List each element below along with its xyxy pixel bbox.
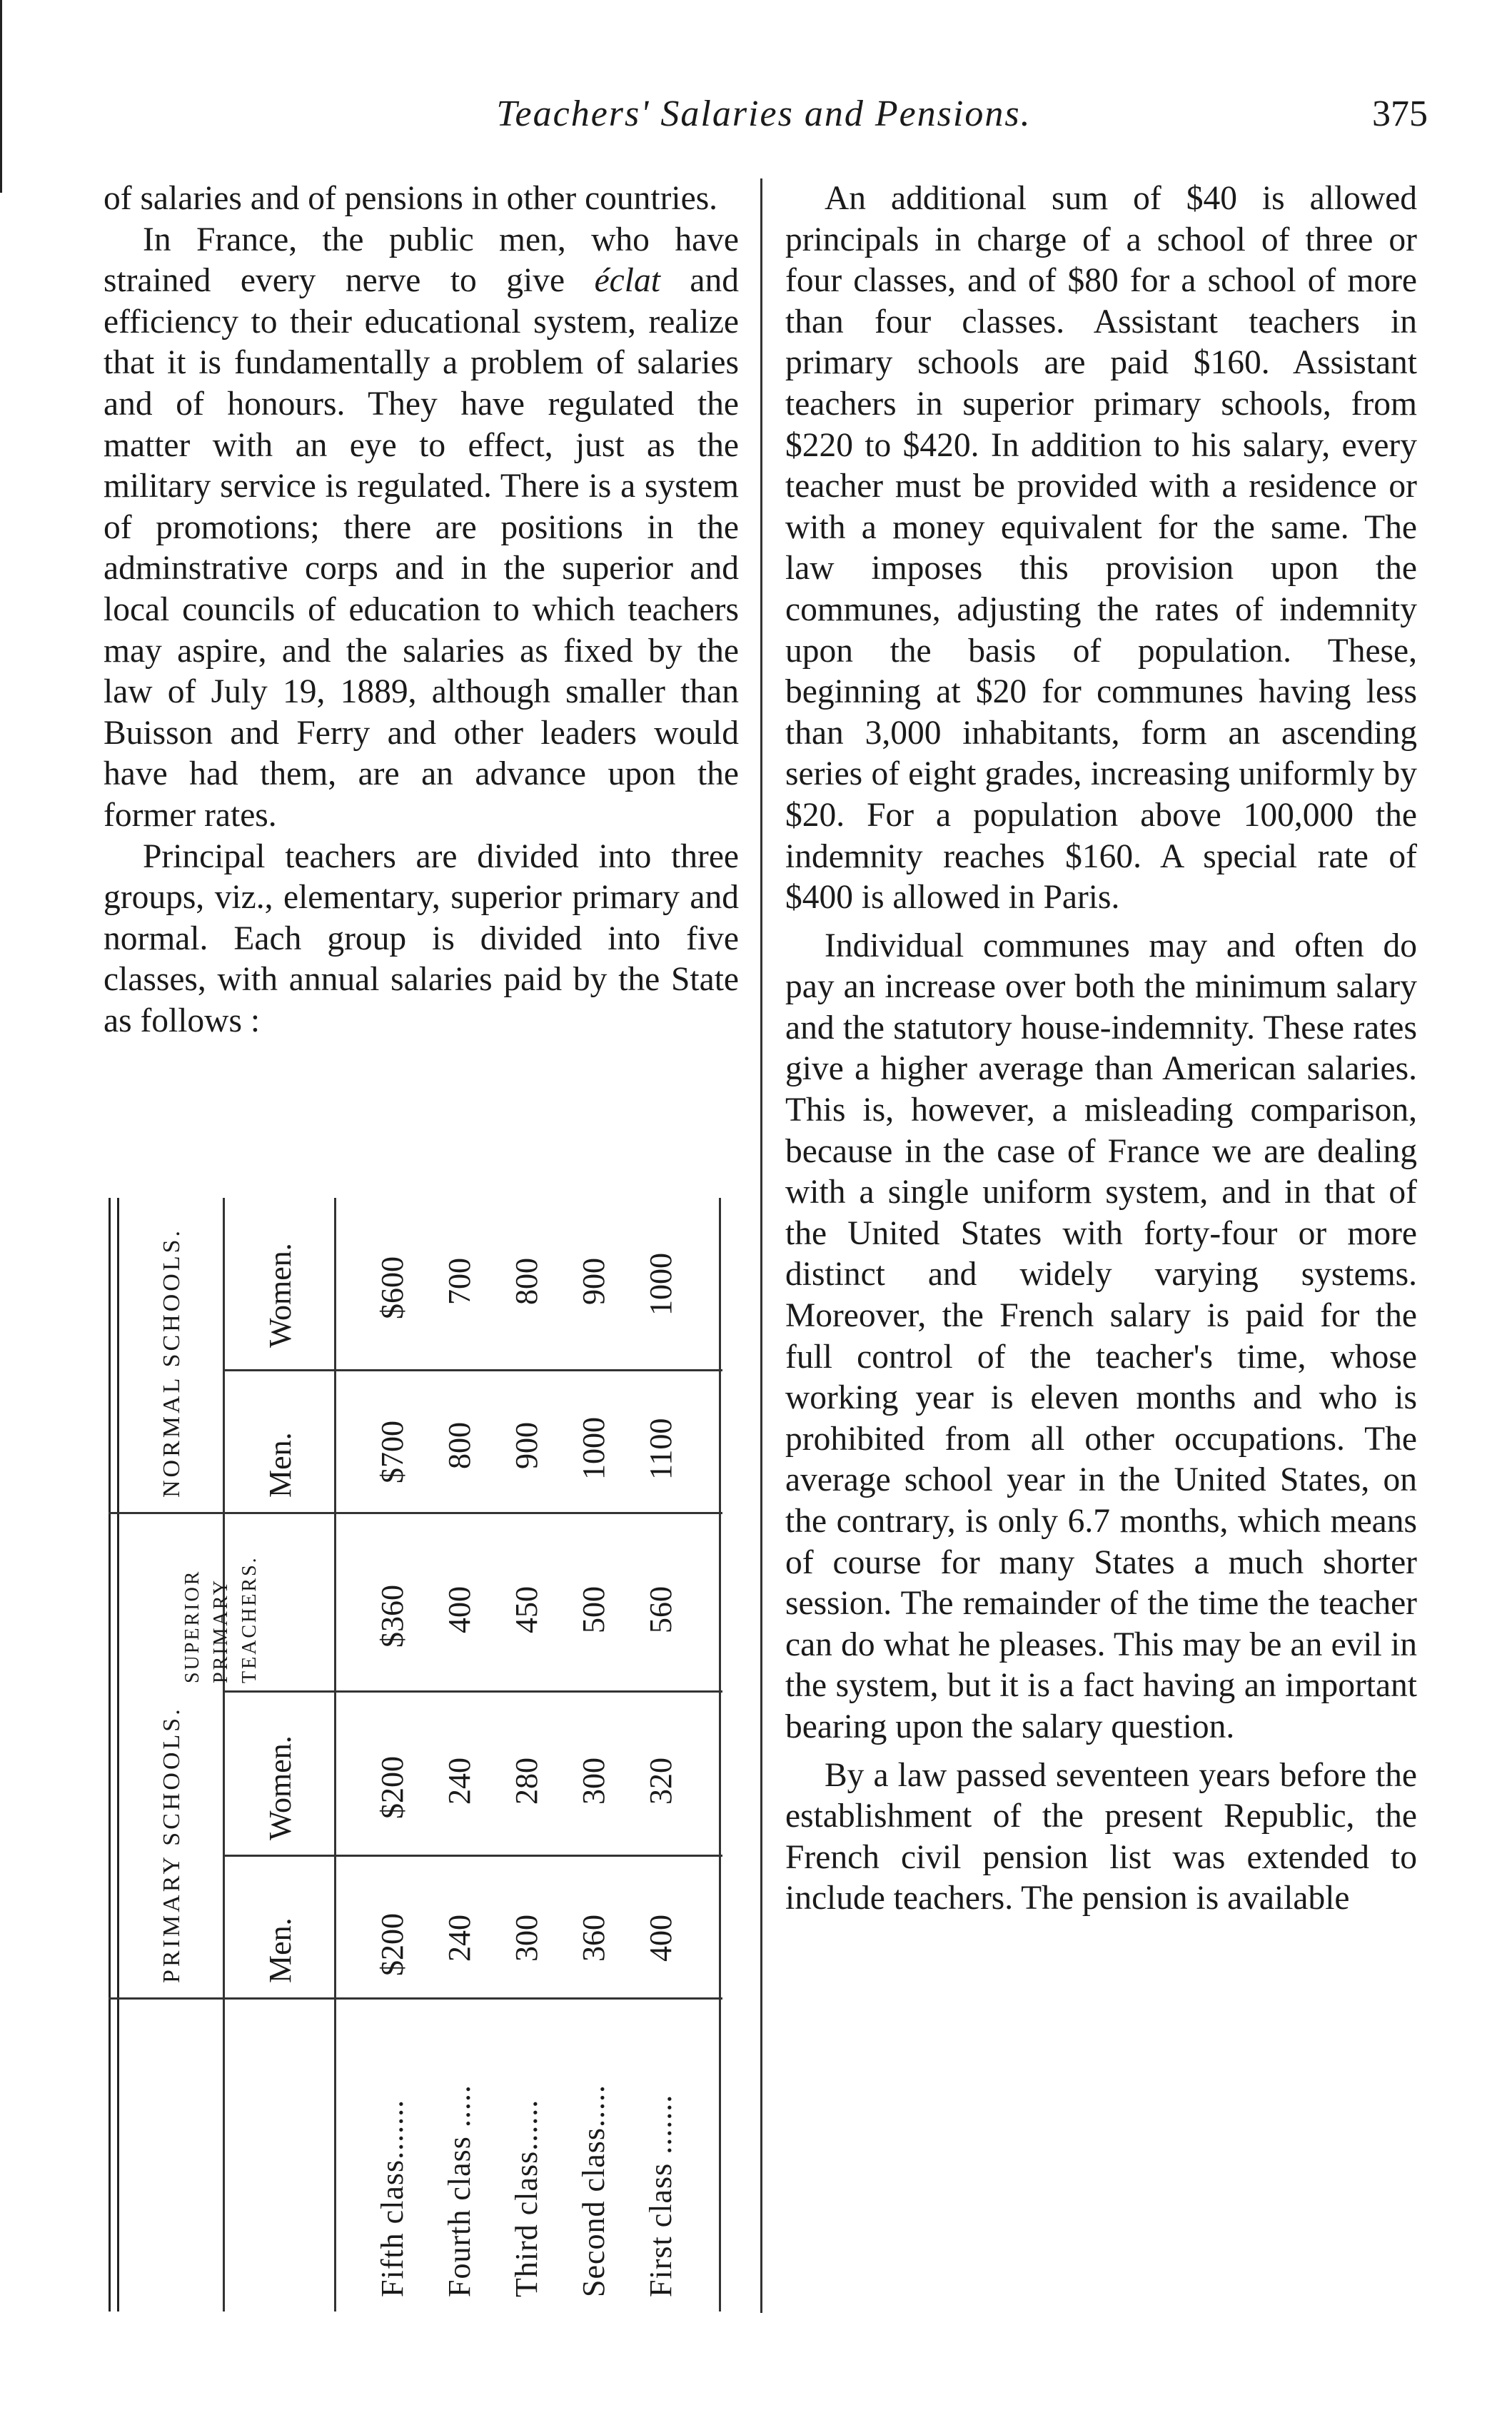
table-hline-normal-split	[223, 1369, 722, 1371]
normal-men-fourth: 800	[442, 1422, 477, 1469]
group-superior-line2: PRIMARY	[210, 1578, 232, 1683]
right-paragraph-3: By a law passed seventeen years before the establishment of the present Republic, the French civil pension list was extended to include teachers. The pension is available	[785, 1756, 1417, 1917]
class-label-second: Second class.....	[576, 2084, 611, 2297]
normal-women-fifth: $600	[375, 1256, 410, 1319]
primary-women-fifth: $200	[375, 1756, 410, 1819]
primary-women-second: 300	[576, 1758, 611, 1805]
page-header	[100, 93, 1428, 143]
table-hline-normal-end	[109, 1512, 722, 1514]
primary-men-second: 360	[576, 1915, 611, 1962]
primary-women-first: 320	[643, 1758, 678, 1805]
group-superior-line1: SUPERIOR	[181, 1569, 203, 1683]
primary-men-third: 300	[509, 1915, 544, 1962]
salary-table	[109, 1198, 737, 2312]
class-label-third: Third class......	[509, 2099, 544, 2297]
table-hline-primary-end	[109, 1997, 722, 2000]
superior-fourth: 400	[442, 1586, 477, 1633]
normal-men-second: 1000	[576, 1417, 611, 1480]
subhead-primary-women: Women.	[263, 1735, 298, 1840]
table-border-left-inner	[117, 1198, 119, 2312]
left-paragraph-1: of salaries and of pensions in other countries.	[104, 180, 718, 217]
subhead-primary-men: Men.	[263, 1917, 298, 1983]
running-title: Teachers' Salaries and Pensions.	[496, 94, 1032, 134]
group-superior-line3: TEACHERS.	[238, 1556, 261, 1683]
normal-women-first: 1000	[643, 1253, 678, 1316]
superior-first: 560	[643, 1586, 678, 1633]
left-paragraph-3: Principal teachers are divided into three groups, viz., elementary, superior primary and normal. Each group is divided into five classes, with annual salaries paid by the State as follows :	[104, 837, 739, 1039]
left-paragraph-2-italic: éclat	[594, 262, 660, 300]
table-vline-group	[223, 1198, 225, 2312]
table-border-left	[109, 1198, 111, 2312]
left-paragraph-2-end: and efficiency to their educational system, realize that it is fundamentally a problem of salaries and of honours. They have regulated the matter with an eye to effect, just as the military service is regulated. There is a system of promotions; there are positions in the adminstrative corps and in the superior and local councils of education to which teachers may aspire, and the salaries as fixed by the law of July 19, 1889, although smaller than Buisson and Ferry and other leaders would have had them, are an advance upon the former rates.	[104, 262, 739, 834]
normal-men-fifth: $700	[375, 1421, 410, 1483]
left-paragraph-2-start: In France, the public men, who have strained every nerve to give	[104, 221, 739, 300]
subhead-normal-men: Men.	[263, 1432, 298, 1498]
right-paragraph-2: Individual communes may and often do pay an increase over both the minimum salary and the statutory house-indemnity. These rates give a higher average than American salaries. This is, however, a misleading comparison, because in the case of France we are dealing with a single uniform system, and in that of the United States with forty-four or more distinct and widely varying systems. Moreover, the French salary is paid for the full control of the teacher's time, whose working year is eleven months and who is prohibited from all other occupations. The average school year in the United States, on the contrary, is only 6.7 months, which means of course for many States a much shorter session. The remainder of the time the teacher can do what he pleases. This may be an evil in the system, but it is a fact having an important bearing upon the salary question.	[785, 927, 1417, 1745]
primary-men-fourth: 240	[442, 1915, 477, 1962]
subhead-normal-women: Women.	[263, 1243, 298, 1348]
right-column	[785, 178, 1417, 1920]
table-hline-superior-end	[223, 1690, 722, 1693]
column-divider	[760, 178, 762, 2313]
superior-third: 450	[509, 1586, 544, 1633]
right-paragraph-1: An additional sum of $40 is allowed principals in charge of a school of three or four classes, and of $80 for a school of more than four classes. Assistant teachers in primary schools are paid $160. Assistant teachers in superior primary schools, from $220 to $420. In addition to his salary, every teacher must be provided with a residence or with a money equivalent for the same. The law imposes this provision upon the communes, adjusting the rates of indemnity upon the basis of population. These, beginning at $20 for communes having less than 3,000 inhabitants, form an ascending series of eight grades, increasing uniformly by $20. For a population above 100,000 the indemnity reaches $160. A special rate of $400 is allowed in Paris.	[785, 180, 1417, 917]
class-label-first: First class .......	[643, 2094, 678, 2297]
primary-men-fifth: $200	[375, 1913, 410, 1976]
group-normal-schools: NORMAL SCHOOLS.	[158, 1227, 185, 1498]
normal-women-fourth: 700	[442, 1258, 477, 1305]
primary-women-third: 280	[509, 1758, 544, 1805]
normal-men-first: 1100	[643, 1418, 678, 1480]
page-number: 375	[1372, 94, 1428, 134]
class-label-fifth: Fifth class.......	[375, 2099, 410, 2297]
superior-second: 500	[576, 1586, 611, 1633]
superior-fifth: $360	[375, 1585, 410, 1648]
table-vline-subhead	[334, 1198, 336, 2312]
normal-women-third: 800	[509, 1258, 544, 1305]
normal-women-second: 900	[576, 1258, 611, 1305]
left-column	[104, 178, 739, 1042]
normal-men-third: 900	[509, 1422, 544, 1469]
table-vline-right	[719, 1198, 721, 2312]
class-label-fourth: Fourth class .....	[442, 2084, 477, 2297]
primary-men-first: 400	[643, 1915, 678, 1962]
primary-women-fourth: 240	[442, 1758, 477, 1805]
left-paragraph-2	[104, 220, 739, 837]
group-primary-schools: PRIMARY SCHOOLS.	[158, 1706, 185, 1983]
table-hline-primary-split	[223, 1855, 722, 1857]
page-edge-mark	[0, 0, 2, 193]
